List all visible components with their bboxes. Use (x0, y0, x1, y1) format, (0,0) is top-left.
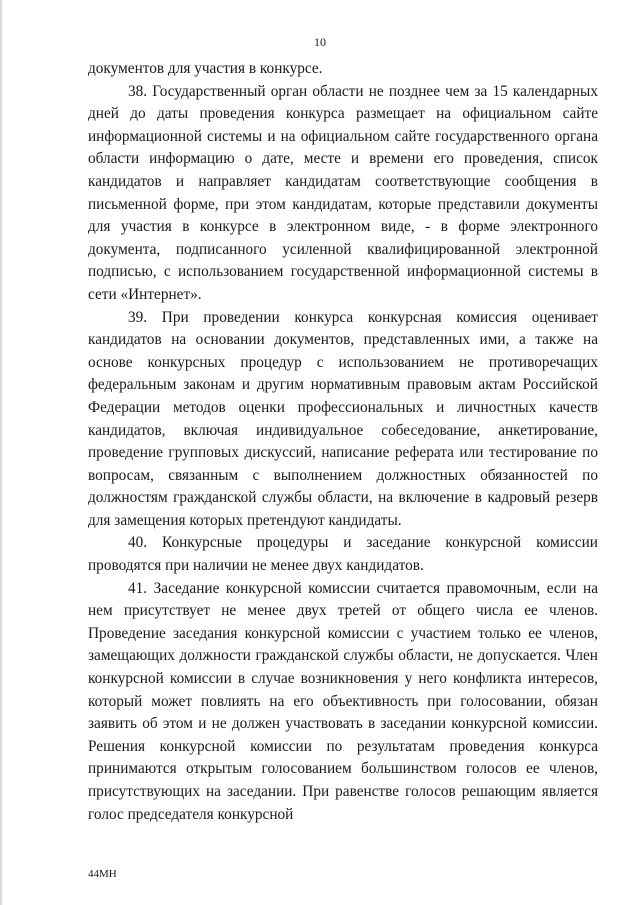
document-body (88, 58, 598, 826)
paragraph-41: 41. Заседание конкурсной комиссии считается правомочным, если на нем присутствует не менее двух третей от общего числа ее членов. Проведение заседания конкурсной комиссии с участием только ее членов, замещающих должности гражданской службы области, не допускается. Член конкурсной комиссии в случае возникновения у него конфликта интересов, который может повлиять на его объективность при голосовании, обязан заявить об этом и не должен участвовать в заседании конкурсной комиссии. Решения конкурсной комиссии по результатам проведения конкурса принимаются открытым голосованием большинством голосов ее членов, присутствующих на заседании. При равенстве голосов решающим является голос председателя конкурсной (88, 579, 598, 823)
paragraph-40: 40. Конкурсные процедуры и заседание конкурсной комиссии проводятся при наличии не менее двух кандидатов. (88, 534, 598, 575)
page-number: 10 (314, 35, 326, 49)
paragraph-38: 38. Государственный орган области не позднее чем за 15 календарных дней до даты проведения конкурса размещает на официальном сайте информационной системы и на официальном сайте государственного органа области информацию о дате, месте и времени его проведения, список кандидатов и направляет кандидатам соответствующие сообщения в письменной форме, при этом кандидатам, которые представили документы для участия в конкурсе в электронном виде, - в форме электронного документа, подписанного усиленной квалифицированной электронной подписью, с использованием государственной информационной системы в сети «Интернет». (88, 82, 598, 303)
paragraph-39: 39. При проведении конкурса конкурсная комиссия оценивает кандидатов на основании документов, представленных ими, а также на основе конкурсных процедур с использованием не противоречащих федеральным законам и другим нормативным правовым актам Российской Федерации методов оценки профессиональных и личностных качеств кандидатов, включая индивидуальное собеседование, анкетирование, проведение групповых дискуссий, написание реферата или тестирование по вопросам, связанным с выполнением должностных обязанностей по должностям гражданской службы области, на включение в кадровый резерв для замещения которых претендуют кандидаты. (88, 308, 598, 529)
scan-edge (0, 0, 3, 905)
footer-document-code: 44МН (88, 868, 117, 880)
paragraph-continuation: документов для участия в конкурсе. (88, 60, 323, 77)
